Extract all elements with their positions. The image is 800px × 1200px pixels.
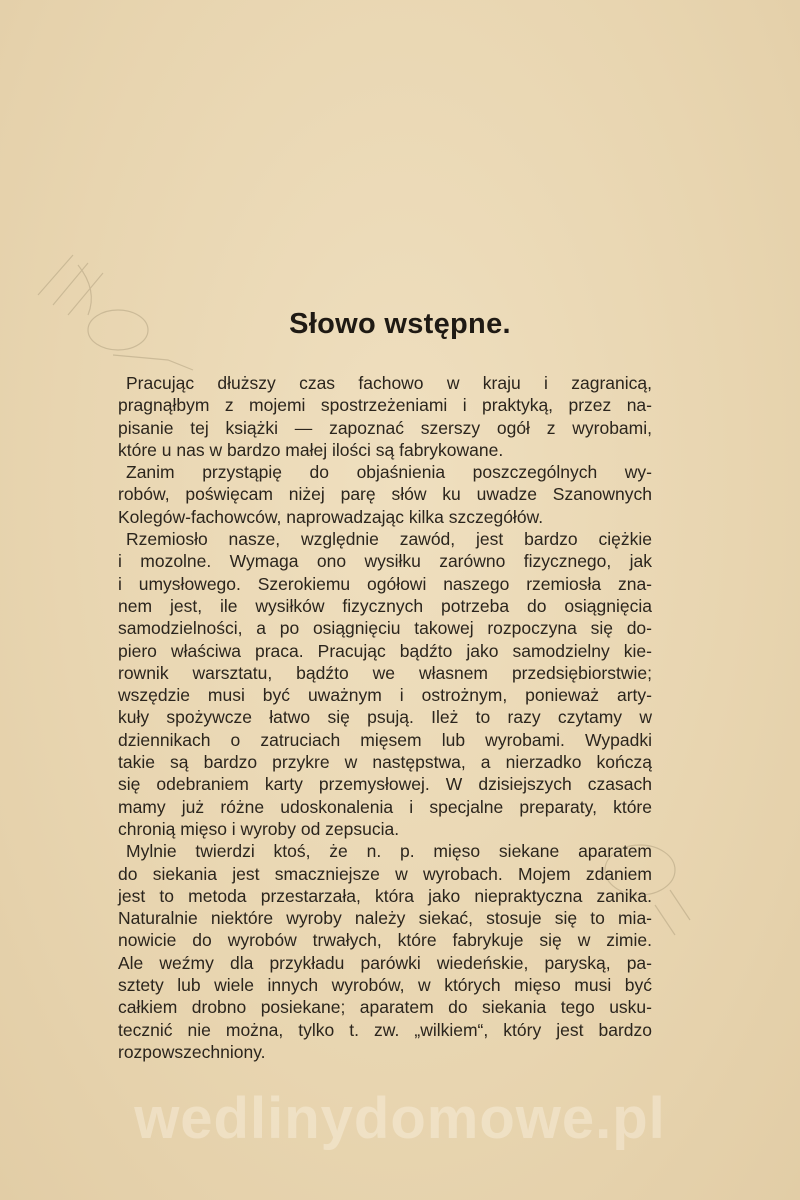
paragraph bbox=[118, 840, 652, 1063]
text-line: samodzielności, a po osiągnięciu takowej rozpoczyna się do- bbox=[118, 618, 652, 639]
page-title: Słowo wstępne. bbox=[289, 308, 511, 340]
text-line: dziennikach o zatruciach mięsem lub wyrobami. Wypadki bbox=[118, 729, 652, 750]
text-line: wszędzie musi być uważnym i ostrożnym, ponieważ arty- bbox=[118, 685, 652, 706]
text-line: kuły spożywcze łatwo się psują. Ileż to razy czytamy w bbox=[118, 707, 652, 728]
text-line: Pracując dłuższy czas fachowo w kraju i zagranicą, bbox=[126, 373, 652, 393]
text-line: jest to metoda przestarzała, która jako niepraktyczna zanika. bbox=[118, 885, 652, 906]
paragraph bbox=[118, 372, 652, 461]
text-line: które u nas w bardzo małej ilości są fabrykowane. bbox=[118, 439, 504, 460]
text-line: i umysłowego. Szerokiemu ogółowi naszego rzemiosła zna- bbox=[118, 573, 652, 594]
text-line: tecznić nie można, tylko t. zw. „wilkiem“, który jest bardzo bbox=[118, 1019, 652, 1040]
text-line: Zanim przystąpię do objaśnienia poszczególnych wy- bbox=[126, 462, 652, 483]
text-line: Ale weźmy dla przykładu parówki wiedeńskie, paryską, pa- bbox=[118, 952, 652, 973]
text-line: do siekania jest smaczniejsze w wyrobach. Mojem zdaniem bbox=[118, 863, 652, 884]
body-text bbox=[118, 372, 652, 1063]
text-line: Mylnie twierdzi ktoś, że n. p. mięso siekane aparatem bbox=[126, 841, 652, 862]
site-watermark: wedlinydomowe.pl bbox=[134, 1086, 666, 1151]
text-line: piero właściwa praca. Pracując bądźto jako samodzielny kie- bbox=[118, 640, 652, 661]
text-line: pisanie tej książki — zapoznać szerszy ogół z wyrobami, bbox=[118, 417, 652, 438]
paragraph bbox=[118, 461, 652, 528]
text-line: i mozolne. Wymaga ono wysiłku zarówno fizycznego, jak bbox=[118, 551, 652, 572]
text-line: rozpowszechniony. bbox=[118, 1041, 266, 1062]
paragraph bbox=[118, 528, 652, 840]
text-line: pragnąłbym z mojemi spostrzeżeniami i praktyką, przez na- bbox=[118, 395, 652, 416]
text-line: całkiem drobno posiekane; aparatem do siekania tego usku- bbox=[118, 997, 652, 1018]
text-line: takie są bardzo przykre w następstwa, a nierzadko kończą bbox=[118, 752, 652, 773]
text-line: Rzemiosło nasze, względnie zawód, jest bardzo ciężkie bbox=[126, 529, 652, 550]
text-line: nem jest, ile wysiłków fizycznych potrzeba do osiągnięcia bbox=[118, 595, 652, 616]
text-line: rownik warsztatu, bądźto we własnem przedsiębiorstwie; bbox=[118, 662, 652, 683]
text-line: Kolegów-fachowców, naprowadzając kilka szczegółów. bbox=[118, 506, 544, 527]
text-line: chronią mięso i wyroby od zepsucia. bbox=[118, 818, 400, 839]
text-line: się odebraniem karty przemysłowej. W dzisiejszych czasach bbox=[118, 774, 652, 795]
text-line: Naturalnie niektóre wyroby należy siekać, stosuje się to mia- bbox=[118, 908, 652, 929]
text-line: mamy już różne udoskonalenia i specjalne preparaty, które bbox=[118, 796, 652, 817]
text-line: nowicie do wyrobów trwałych, które fabrykuje się w zimie. bbox=[118, 930, 652, 951]
text-line: robów, poświęcam niżej parę słów ku uwadze Szanownych bbox=[118, 484, 652, 505]
text-line: sztety lub wiele innych wyrobów, w których mięso musi być bbox=[118, 975, 652, 996]
